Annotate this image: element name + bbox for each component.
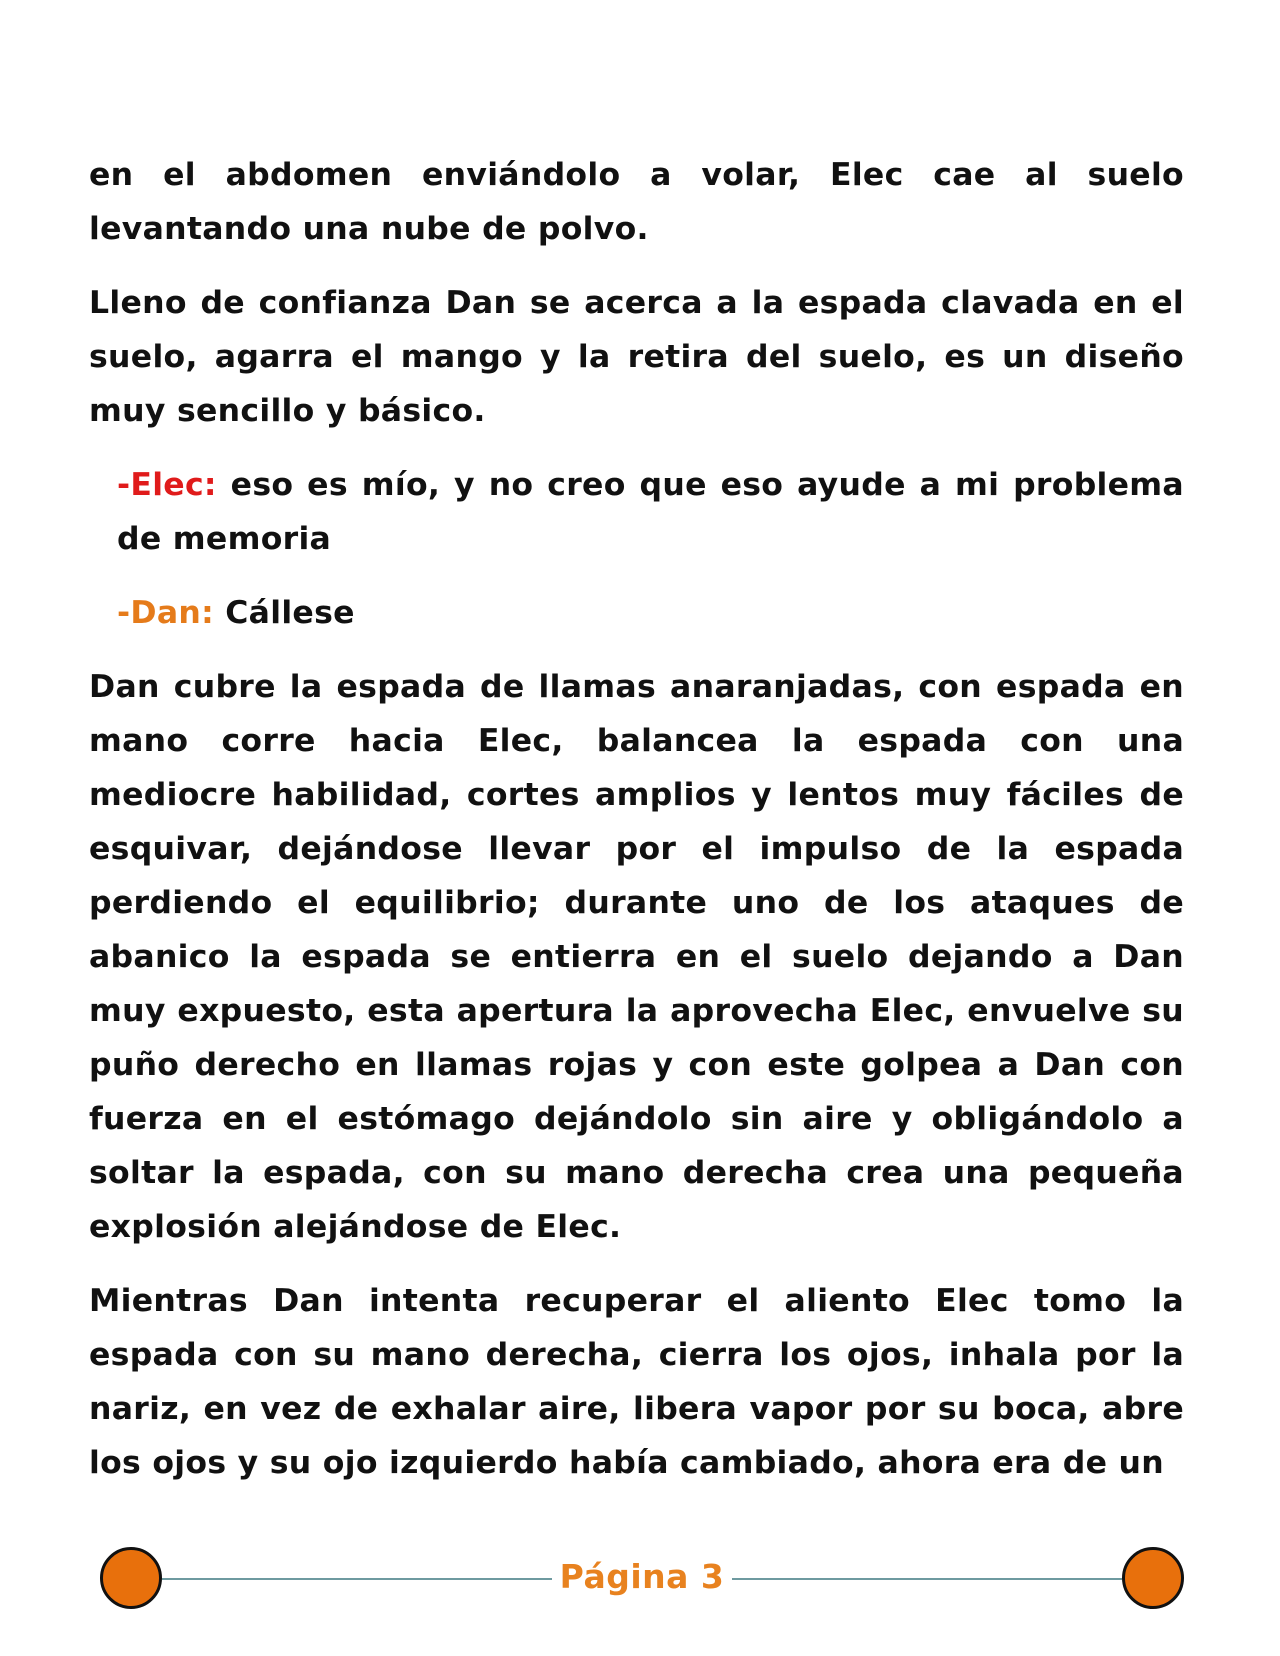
paragraph-1: en el abdomen enviándolo a volar, Elec cae al suelo levantando una nube de polvo. [89, 157, 1184, 247]
dialogue-elec [117, 458, 1184, 566]
footer-right-line [732, 1578, 1122, 1580]
page-footer [100, 1545, 1184, 1615]
footer-left-circle [100, 1547, 162, 1609]
footer-right-circle [1122, 1547, 1184, 1609]
page-number: Página 3 [559, 1557, 725, 1596]
paragraph-3: Dan cubre la espada de llamas anaranjadas, con espada en mano corre hacia Elec, balancea la espada con una mediocre habilidad, cortes amplios y lentos muy fáciles de esquivar, dejándose llevar por el impulso de la espada perdiendo el equilibrio; durante uno de los ataques de abanico la espada se entierra en el suelo dejando a Dan muy expuesto, esta apertura la aprovecha Elec, envuelve su puño derecho en llamas rojas y con este golpea a Dan con fuerza en el estómago dejándolo sin aire y obligándolo a soltar la espada, con su mano derecha crea una pequeña explosión alejándose de Elec. [89, 669, 1184, 1245]
dialogue-dan-text: Cállese [214, 595, 355, 631]
dialogue-dan [117, 586, 1184, 640]
paragraph-2: Lleno de confianza Dan se acerca a la espada clavada en el suelo, agarra el mango y la retira del suelo, es un diseño muy sencillo y básico. [89, 285, 1184, 429]
footer-left-line [162, 1578, 552, 1580]
speaker-elec-label: -Elec: [117, 467, 217, 503]
speaker-dan-label: -Dan: [117, 595, 214, 631]
paragraph-4: Mientras Dan intenta recuperar el aliento Elec tomo la espada con su mano derecha, cierra los ojos, inhala por la nariz, en vez de exhalar aire, libera vapor por su boca, abre los ojos y su ojo izquierdo había cambiado, ahora era de un [89, 1283, 1184, 1481]
dialogue-elec-text: eso es mío, y no creo que eso ayude a mi problema de memoria [117, 467, 1184, 557]
page-body [89, 148, 1184, 1510]
